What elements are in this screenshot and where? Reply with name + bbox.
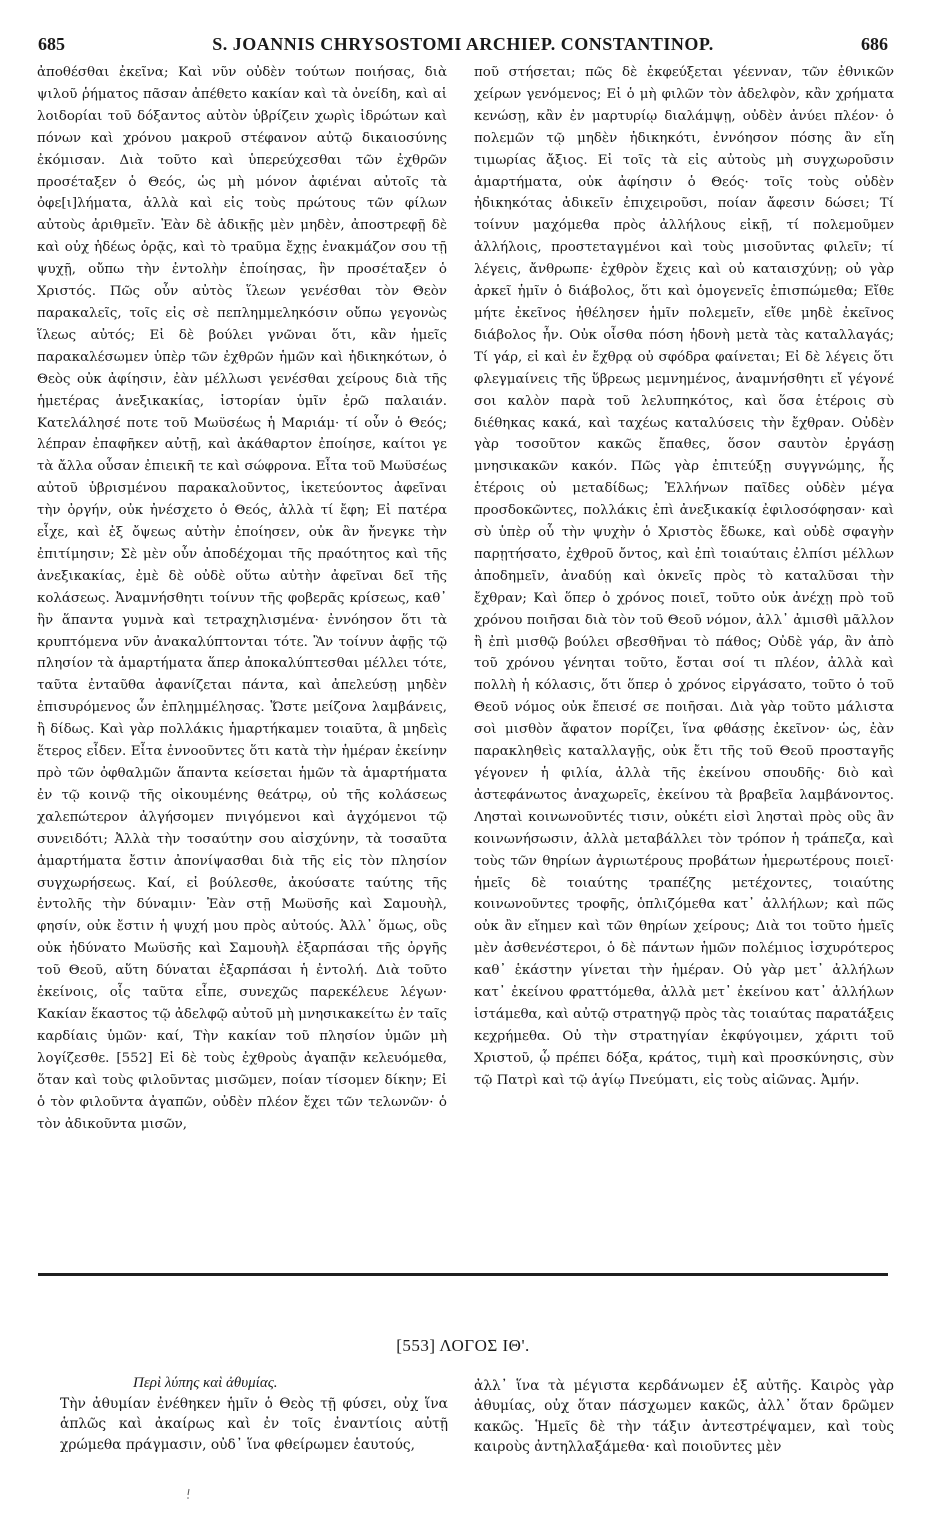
- section-text-right: [474, 1376, 894, 1458]
- body-text-left: ἀποθέσθαι ἐκεῖνα; Καὶ νῦν οὐδὲν τούτων ποιήσας, διὰ ψιλοῦ ῥήματος πᾶσαν ἀπέθετο κακίαν καὶ τὰ ὀνείδη, καὶ αἱ λοιδορίαι τοῦ δόξαντος αὐτὸν ὑβρίζειν χωρὶς ἱδρώτων καὶ πόνων καὶ χρόνου μακροῦ στέφανον αὐτῷ δικαιοσύνης ἐκόμισαν. Διὰ τοῦτο καὶ ὑπερεύχεσθαι τῶν ἐχθρῶν προσέταξεν ὁ Θεός, ὡς μὴ μόνον ἀφιέναι αὐτοῖς τὰ ὀφε[ι]λήματα, ἀλλὰ καὶ εἰς τοὺς πρώτους τῶν φίλων αὐτοὺς ἀριθμεῖν. Ἐὰν δὲ ἀδικῇς μὲν μηδὲν, ἀποστρεφῇ δὲ καὶ οὐχ ἡδέως ὁρᾷς, καὶ τὸ τραῦμα ἔχῃς ἐνακμάζον σου τῇ ψυχῇ, οὔπω τὴν ἐντολὴν ἐποίησας, ἣν προσέταξεν ὁ Χριστός. Πῶς οὖν αὐτὸς ἵλεων γενέσθαι τὸν Θεὸν παρακαλεῖς, τοῖς εἰς σὲ πεπλημμεληκόσιν οὔπω γεγονὼς ἵλεως αὐτός; Εἰ δὲ βούλει γνῶναι ὅτι, κἂν ἡμεῖς παρακαλέσωμεν ὑπὲρ τῶν ἐχθρῶν ἡμῶν καὶ ἠδικηκότων, ὁ Θεὸς οὐκ ἀφίησιν, ἐὰν μέλλωσι γενέσθαι χείρους διὰ τῆς ἡμετέρας ἀνεξικακίας, ἱστορίαν ὑμῖν ἐρῶ παλαιάν. Κατελάλησέ ποτε τοῦ Μωϋσέως ἡ Μαριάμ· τί οὖν ὁ Θεός; λέπραν ἐπαφῆκεν αὐτῇ, καὶ ἀκάθαρτον ἐποίησε, καίτοι γε τὰ ἄλλα οὖσαν ἐπιεικῆ τε καὶ σώφρονα. Εἶτα τοῦ Μωϋσέως αὐτοῦ ὑβρισμένου παρακαλοῦντος, ἱκετεύοντος ἀφεῖναι τὴν ὀργήν, οὐκ ἠνέσχετο ὁ Θεός, ἀλλὰ τί ἔφη; Εἰ πατέρα εἶχε, καὶ ἐξ ὄψεως αὐτὴν ἐποίησεν, οὐκ ἂν ἤνεγκε τὴν ἐπιτίμησιν; Σὲ μὲν οὖν ἀποδέχομαι τῆς πραότητος καὶ τῆς ἀνεξικακίας, ἐμὲ δὲ οὐδὲ οὕτω αὐτὴν ἀφεῖναι δεῖ τῆς κολάσεως. Ἀναμνήσθητι τοίνυν τῆς φοβερᾶς κρίσεως, καθ᾽ ἣν ἅπαντα γυμνὰ καὶ τετραχηλισμένα· ἐννόησον ὅτι τὰ κρυπτόμενα νῦν ἀνακαλύπτονται τότε. Ἂν τοίνυν ἀφῇς τῷ πλησίον τὰ ἁμαρτήματα ἅπερ ἀποκαλύπτεσθαι μέλλει τότε, ταῦτα ἐνταῦθα ἀφανίζεται πάντα, καὶ ἀπελεύσῃ μηδὲν ἐπισυρόμενος ὧν ἐπλημμέλησας. Ὥστε μείζονα λαμβάνεις, ἢ δίδως. Καὶ γὰρ πολλάκις ἡμαρτήκαμεν τοιαῦτα, ἃ μηδεὶς ἕτερος εἶδεν. Εἶτα ἐννοοῦντες ὅτι κατὰ τὴν ἡμέραν ἐκείνην πρὸ τῶν ὀφθαλμῶν ἅπαντα κείσεται ἡμῶν τὰ ἁμαρτήματα ἐν τῷ κοινῷ τῆς οἰκουμένης θεάτρῳ, οὐ τῆς κολάσεως χαλεπώτερον ἀλγήσομεν πνιγόμενοι καὶ ἀγχόμενοι τῷ συνειδότι; Ἀλλὰ τὴν τοσαύτην σου αἰσχύνην, τὰ τοσαῦτα ἁμαρτήματα ἔστιν ἀπονίψασθαι διὰ τῆς εἰς τὸν πλησίον συγχωρήσεως. Καί, εἰ βούλεσθε, ἀκούσατε ταύτης τῆς ἐντολῆς τὴν δύναμιν· Ἐὰν στῇ Μωϋσῆς καὶ Σαμουὴλ, φησίν, οὐκ ἔστιν ἡ ψυχή μου πρὸς αὐτούς. Ἀλλ᾽ ὅμως, οὓς οὐκ ἠδύνατο Μωϋσῆς καὶ Σαμουὴλ ἐξαρπάσαι τῆς ὀργῆς τοῦ Θεοῦ, αὕτη δύναται ἐξαρπάσαι ἡ ἐντολή. Διὰ τοῦτο ἐκείνοις, οἷς ταῦτα εἶπε, συνεχῶς παρεκέλευε λέγων· Κακίαν ἕκαστος τῷ ἀδελφῷ αὐτοῦ μὴ μνησικακείτω ἐν ταῖς καρδίαις ὑμῶν· καί, Τὴν κακίαν τοῦ πλησίον ὑμῶν μὴ λογίζεσθε. [552] Εἰ δὲ τοὺς ἐχθροὺς ἀγαπᾷν κελευόμεθα, ὅταν καὶ τοὺς φιλοῦντας μισῶμεν, ποίαν τίσομεν δίκην; Εἰ ὁ τὸν φιλοῦντα ἀγαπῶν, οὐδὲν πλέον ἔχει τῶν τελωνῶν· ὁ τὸν ἀδικοῦντα μισῶν,: [37, 65, 447, 1132]
- section-text-left: [60, 1394, 448, 1455]
- page-header: [38, 34, 888, 56]
- text-column-left: [37, 62, 447, 1135]
- section-subtitle: Περὶ λύπης καὶ ἀθυμίας.: [133, 1375, 278, 1391]
- section-body-left: Τὴν ἀθυμίαν ἐνέθηκεν ἡμῖν ὁ Θεὸς τῇ φύσει, οὐχ ἵνα ἁπλῶς καὶ ἀκαίρως καὶ ἐν τοῖς ἐναντίοις αὐτῇ χρώμεθα πράγμασιν, οὐδ᾽ ἵνα φθείρωμεν ἑαυτούς,: [60, 1396, 448, 1453]
- text-column-right: [474, 62, 894, 1092]
- running-title: S. JOANNIS CHRYSOSTOMI ARCHIEP. CONSTANTINOP.: [212, 34, 714, 54]
- body-text-right: ποῦ στήσεται; πῶς δὲ ἐκφεύξεται γέενναν, τῶν ἐθνικῶν χείρων γενόμενος; Εἰ ὁ μὴ φιλῶν τὸν ἀδελφὸν, κἂν χρήματα κενώσῃ, κἂν ἐν μαρτυρίῳ διαλάμψῃ, οὐδὲν ἀνύει πλέον· ὁ πολεμῶν τῷ μηδὲν ἠδικηκότι, ἐννόησον πόσης ἂν εἴη τιμωρίας ἄξιος. Εἰ τοῖς τὰ εἰς αὐτοὺς μὴ συγχωροῦσιν ἁμαρτήματα, οὐκ ἀφίησιν ὁ Θεός· τοῖς τοὺς οὐδὲν ἠδικηκότας ἀδικεῖν ἐπιχειροῦσι, ποίαν ἄφεσιν δώσει; Τί τοίνυν μαχόμεθα πρὸς ἀλλήλους εἰκῇ, τί πολεμοῦμεν ἀλλήλοις, προστεταγμένοι καὶ τοὺς μισοῦντας φιλεῖν; τί λέγεις, ἄνθρωπε· ἐχθρὸν ἔχεις καὶ οὐ καταισχύνῃ; οὐ γὰρ ἀρκεῖ ἡμῖν ὁ διάβολος, ὅτι καὶ ὁμογενεῖς ἐπισπώμεθα; Εἴθε μήτε ἐκεῖνος ἠθέλησεν ἡμῖν πολεμεῖν, εἴθε μηδὲ ἐκεῖνος διάβολος ἦν. Οὐκ οἶσθα πόση ἡδονὴ μετὰ τὰς καταλλαγάς; Τί γάρ, εἰ καὶ ἐν ἔχθρᾳ οὐ σφόδρα φαίνεται; Εἰ δὲ λέγεις ὅτι φλεγμαίνεις τῆς ὕβρεως μεμνημένος, ἀναμνήσθητι εἴ γέγονέ σοι καλὸν παρὰ τοῦ λελυπηκότος, καὶ ὅσα ἑτέροις σὺ διέθηκας κακά, καὶ ταχέως καταλύσεις τὴν ἔχθραν. Οὐδὲν γὰρ τοσοῦτον κακῶς ἔπαθες, ὅσον σαυτὸν ἐργάσῃ μνησικακῶν κακόν. Πῶς γὰρ ἐπιτεύξῃ συγγνώμης, ἧς ἑτέροις οὐ μεταδίδως; Ἑλλήνων παῖδες οὐδὲν μέγα προσδοκῶντες, πολλάκις ἐπὶ ἀνεξικακίᾳ ἐφιλοσόφησαν· καὶ σὺ ὑπὲρ οὗ τὴν ψυχὴν ὁ Χριστὸς ἔδωκε, καὶ οὐδὲ σφαγὴν παρῃτήσατο, ἐχθροῦ ὄντος, καὶ ἐπὶ τοιαύταις ἐλπίσι μέλλων ἀποδημεῖν, ἀναδύῃ καὶ ὀκνεῖς πρὸς τὸ καταλῦσαι τὴν ἔχθραν; Καὶ ὅπερ ὁ χρόνος ποιεῖ, τοῦτο οὐκ ἀνέχῃ πρὸ τοῦ χρόνου ποιῆσαι διὰ τὸν τοῦ Θεοῦ νόμον, ἀλλ᾽ ἀμισθὶ μᾶλλον ἢ ἐπὶ μισθῷ βούλει σβεσθῆναι τὸ πάθος; Οὐδὲ γάρ, ἂν ἀπὸ τοῦ χρόνου γένηται τοῦτο, ἔσται σοί τι πλέον, ἀλλὰ καὶ πολλὴ ἡ κόλασις, ὅτι ὅπερ ὁ χρόνος εἰργάσατο, τοῦτο ὁ τοῦ Θεοῦ νόμος οὐκ ἔπεισέ σε ποιῆσαι. Διὰ γὰρ τοῦτο μάλιστα σοὶ μισθὸν ἄφατον πορίζει, ἵνα φθάσῃς ἐκεῖνον· ὡς, ἐὰν παρακληθεὶς καταλλαγῇς, οὐκ ἔτι τῆς τοῦ Θεοῦ προσταγῆς γέγονεν ἡ φιλία, ἀλλὰ τῆς ἐκείνου σπουδῆς· διὸ καὶ ἀστεφάνωτος ἀναχωρεῖς, ἐκείνου τὰ βραβεῖα λαμβάνοντος. Λησταὶ κοινωνοῦντές τισιν, οὐκέτι εἰσὶ λησταὶ πρὸς οὓς ἂν κοινωνήσωσιν, ἀλλὰ μεταβάλλει τὸν τρόπον ἡ τράπεζα, καὶ τοὺς τῶν θηρίων ἀγριωτέρους προβάτων ἡμερωτέρους ποιεῖ· ἡμεῖς δὲ τοιαύτης τραπέζης μετέχοντες, τοιαύτης κοινωνοῦντες τροφῆς, ὁπλιζόμεθα κατ᾽ ἀλλήλων; καὶ πῶς οὐκ ἂν εἴημεν καὶ τῶν θηρίων χείρους; Διὰ τοι τοῦτο ἡμεῖς μὲν ἀσθενέστεροι, ὁ δὲ πάντων ἡμῶν πολέμιος ἰσχυρότερος καθ᾽ ἑκάστην γίνεται τὴν ἡμέραν. Οὐ γὰρ μετ᾽ ἀλλήλων κατ᾽ ἐκείνου φραττόμεθα, ἀλλὰ μετ᾽ ἐκείνου κατ᾽ ἀλλήλων ἱστάμεθα, καὶ αὐτῷ στρατηγῷ πρὸς τὰς τοιαύτας παρατάξεις κεχρήμεθα. Οὐ τὴν στρατηγίαν ἐκφύγοιμεν, χάριτι τοῦ Χριστοῦ, ᾧ πρέπει δόξα, κράτος, τιμὴ καὶ προσκύνησις, σὺν τῷ Πατρὶ καὶ τῷ ἁγίῳ Πνεύματι, εἰς τοὺς αἰῶνας. Ἀμήν.: [474, 65, 894, 1088]
- scan-speck-marks: [180, 1487, 200, 1501]
- section-body-right: ἀλλ᾽ ἵνα τὰ μέγιστα κερδάνωμεν ἐξ αὐτῆς. Καιρὸς γὰρ ἀθυμίας, οὐχ ὅταν πάσχωμεν κακῶς, ἀλλ᾽ ὅταν δρῶμεν κακῶς. Ἡμεῖς δὲ τὴν τάξιν ἀντεστρέψαμεν, καὶ τοὺς καιροὺς ἀντηλλαξάμεθα· καὶ ποιοῦντες μὲν: [474, 1378, 894, 1456]
- section-heading: [553] ΛΟΓΟΣ ΙΘ'.: [396, 1336, 530, 1355]
- page-number-right: 686: [861, 34, 888, 54]
- page-number-left: 685: [38, 34, 65, 54]
- section-divider: [38, 1273, 888, 1276]
